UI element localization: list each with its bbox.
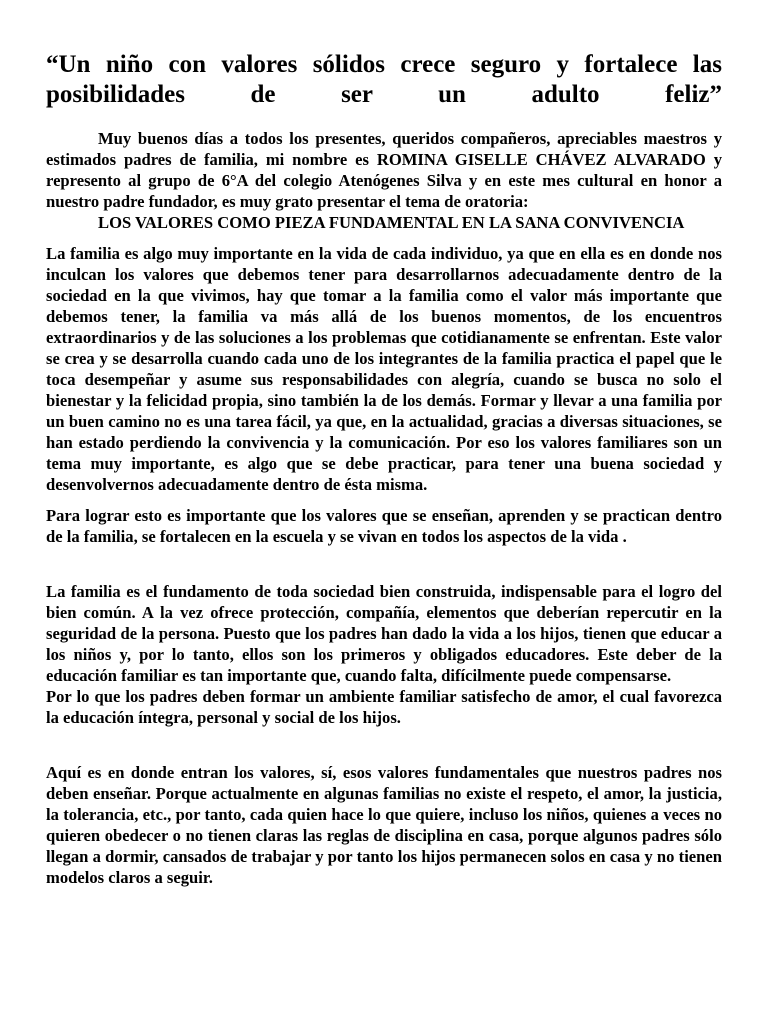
paragraph-padres: Por lo que los padres deben formar un ambiente familiar satisfecho de amor, el cual favorezca la educación íntegra, personal y social de los hijos.	[46, 687, 722, 727]
document-title: “Un niño con valores sólidos crece seguro y fortalece las posibilidades de ser un adulto feliz”	[46, 51, 722, 108]
intro-text: Muy buenos días a todos los presentes, queridos compañeros, apreciables maestros y estimados padres de familia, mi nombre es	[46, 129, 722, 169]
document-page	[46, 50, 722, 888]
speaker-name: ROMINA GISELLE CHÁVEZ ALVARADO	[376, 150, 706, 169]
intro-paragraph	[46, 128, 722, 233]
paragraph-fundamento: La familia es el fundamento de toda sociedad bien construida, indispensable para el logro del bien común. A la vez ofrece protección, compañía, elementos que deberían repercutir en la seguridad de la persona. Puesto que los padres han dado la vida a los hijos, tienen que educar a los niños y, por lo tanto, ellos son los primeros y obligados educadores. Este deber de la educación familiar es tan importante que, cuando falta, difícilmente puede compensarse.	[46, 582, 722, 685]
paragraph-familia: La familia es algo muy importante en la vida de cada individuo, ya que en ella es en donde nos inculcan los valores que debemos tener para desarrollarnos adecuadamente dentro de la sociedad en la que vivimos, hay que tomar a la familia como el valor más importante que debemos tener, la familia va más allá de los buenos momentos, de los encuentros extraordinarios y de las soluciones a los problemas que cotidianamente se enfrentan. Este valor se crea y se desarrolla cuando cada uno de los integrantes de la familia practica el papel que le toca desempeñar y asume sus responsabilidades con alegría, cuando se busca no solo el bienestar y la felicidad propia, sino también la de los demás. Formar y llevar a una familia por un buen camino no es una tarea fácil, ya que, en la actualidad, gracias a diversas situaciones, se han estado perdiendo la convivencia y la comunicación. Por eso los valores familiares son un tema muy importante, es algo que se debe practicar, para tener una buena sociedad y desenvolvernos adecuadamente dentro de ésta misma.	[46, 244, 722, 494]
speech-topic: LOS VALORES COMO PIEZA FUNDAMENTAL EN LA SANA CONVIVENCIA	[98, 213, 685, 232]
paragraph-lograr: Para lograr esto es importante que los valores que se enseñan, aprenden y se practican dentro de la familia, se fortalecen en la escuela y se vivan en todos los aspectos de la vida .	[46, 506, 722, 546]
paragraph-valores: Aquí es en donde entran los valores, sí, esos valores fundamentales que nuestros padres nos deben enseñar. Porque actualmente en algunas familias no existe el respeto, el amor, la justicia, la tolerancia, etc., por tanto, cada quien hace lo que quiere, incluso los niños, quienes a veces no quieren obedecer o no tienen claras las reglas de disciplina en casa, porque algunos padres sólo llegan a dormir, cansados de trabajar y por tanto los hijos permanecen solos en casa y no tienen modelos claros a seguir.	[46, 763, 722, 887]
intro-text-continued: y represento al grupo de 6°A del colegio Atenógenes Silva y en este mes cultural en honor a nuestro padre fundador, es muy grato presentar el tema de oratoria:	[46, 150, 722, 211]
